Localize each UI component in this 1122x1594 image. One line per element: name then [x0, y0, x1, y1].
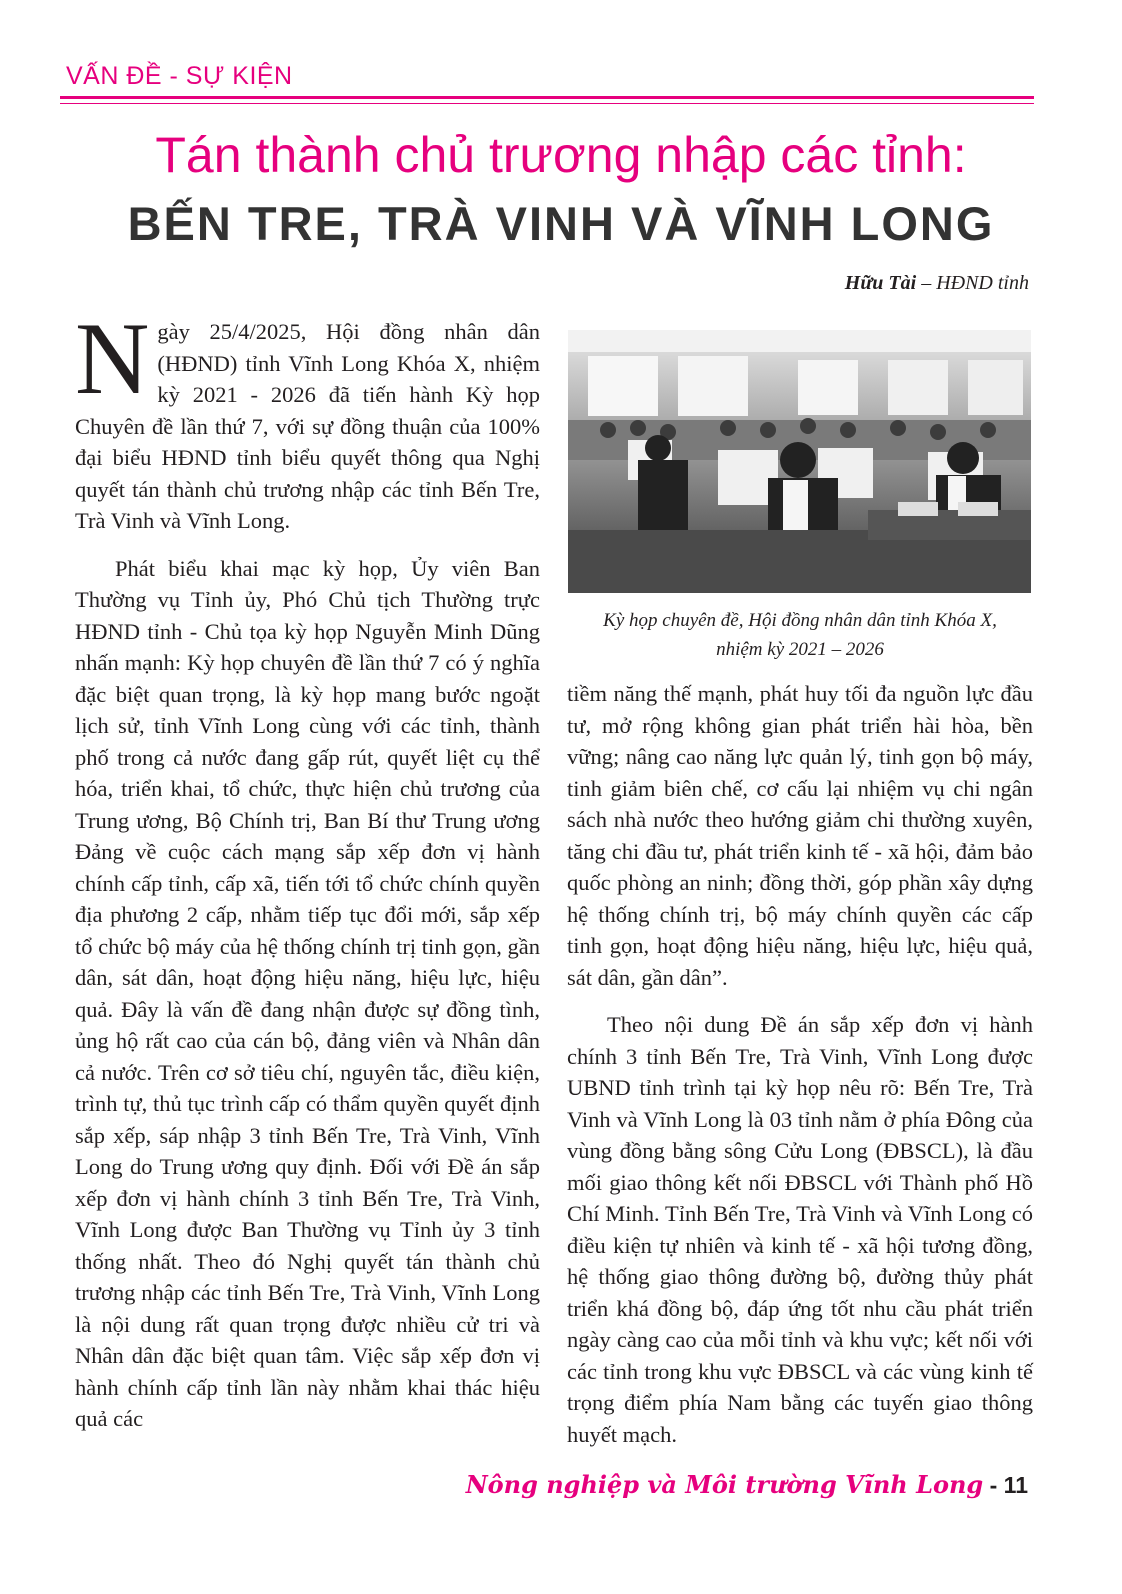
paragraph-4: Theo nội dung Đề án sắp xếp đơn vị hành chính 3 tỉnh Bến Tre, Trà Vinh, Vĩnh Long được UBND tỉnh trình tại kỳ họp nêu rõ: Bến Tre, Trà Vinh và Vĩnh Long là 03 tỉnh nằm ở phía Đông của vùng đồng bằng sông Cửu Long (ĐBSCL), là đầu mối giao thông kết nối ĐBSCL với Thành phố Hồ Chí Minh. Tỉnh Bến Tre, Trà Vinh và Vĩnh Long có điều kiện tự nhiên và kinh tế - xã hội tương đồng, hệ thống giao thông đường bộ, đường thủy phát triển khá đồng bộ, đáp ứng tốt nhu cầu phát triển ngày càng cao của mỗi tỉnh và khu vực; kết nối với các tỉnh trong khu vực ĐBSCL và các vùng kinh tế trọng điểm phía Nam bằng các tuyến giao thông huyết mạch.	[567, 1012, 1033, 1447]
magazine-name: Nông nghiệp và Môi trường Vĩnh Long	[465, 1470, 984, 1499]
photo-caption	[567, 606, 1033, 664]
caption-line-1: Kỳ họp chuyên đề, Hội đồng nhân dân tỉnh Khóa X,	[603, 610, 997, 631]
meeting-photo	[568, 330, 1031, 593]
byline	[845, 272, 1029, 295]
author-org: HĐND tỉnh	[936, 272, 1029, 294]
column-left	[75, 302, 540, 1435]
footer	[466, 1470, 1028, 1499]
article-title: Tán thành chủ trương nhập các tỉnh:	[155, 127, 967, 183]
paragraph-1-text: gày 25/4/2025, Hội đồng nhân dân (HĐND) tỉnh Vĩnh Long Khóa X, nhiệm kỳ 2021 - 2026 đã tiến hành Kỳ họp Chuyên đề lần thứ 7, với sự đồng thuận của 100% đại biểu HĐND tỉnh biểu quyết thông qua Nghị quyết tán thành chủ trương nhập các tỉnh Bến Tre, Trà Vinh và Vĩnh Long.	[75, 319, 540, 533]
section-label: VẤN ĐỀ - SỰ KIỆN	[66, 62, 293, 90]
author-name: Hữu Tài	[844, 272, 917, 294]
article-subtitle: BẾN TRE, TRÀ VINH VÀ VĨNH LONG	[127, 197, 995, 250]
page-number: 11	[1003, 1472, 1028, 1498]
paragraph-2: Phát biểu khai mạc kỳ họp, Ủy viên Ban Thường vụ Tỉnh ủy, Phó Chủ tịch Thường trực HĐND tỉnh - Chủ tọa kỳ họp Nguyễn Minh Dũng nhấn mạnh: Kỳ họp chuyên đề lần thứ 7 có ý nghĩa đặc biệt quan trọng, là kỳ họp mang bước ngoặt lịch sử, tỉnh Vĩnh Long cùng với các tỉnh, thành phố trong cả nước đang gấp rút, quyết liệt cụ thể hóa, triển khai, tổ chức, thực hiện chủ trương của Trung ương, Bộ Chính trị, Ban Bí thư Trung ương Đảng về cuộc cách mạng sắp xếp đơn vị hành chính cấp tỉnh, cấp xã, tiến tới tổ chức chính quyền địa phương 2 cấp, nhằm tiếp tục đổi mới, sắp xếp tổ chức bộ máy của hệ thống chính trị tinh gọn, gần dân, sát dân, hoạt động hiệu năng, hiệu lực, hiệu quả. Đây là vấn đề đang nhận được sự đồng tình, ủng hộ rất cao của cán bộ, đảng viên và Nhân dân cả nước. Trên cơ sở tiêu chí, nguyên tắc, điều kiện, trình tự, thủ tục trình cấp có thẩm quyền quyết định sắp xếp, sáp nhập 3 tỉnh Bến Tre, Trà Vinh, Vĩnh Long do Trung ương quy định. Đối với Đề án sắp xếp đơn vị hành chính 3 tỉnh Bến Tre, Trà Vinh, Vĩnh Long được Ban Thường vụ Tỉnh ủy 3 tỉnh thống nhất. Theo đó Nghị quyết tán thành chủ trương nhập các tỉnh Bến Tre, Trà Vinh, Vĩnh Long là nội dung rất quan trọng được nhiều cử tri và Nhân dân đặc biệt quan tâm. Việc sắp xếp đơn vị hành chính cấp tỉnh lần này nhằm khai thác hiệu quả các	[75, 555, 540, 1431]
header-rule	[60, 96, 1034, 99]
caption-line-2: nhiệm kỳ 2021 – 2026	[716, 639, 884, 660]
drop-cap: N	[75, 302, 150, 416]
byline-separator: –	[916, 272, 937, 294]
column-right	[567, 678, 1033, 1450]
paragraph-3: tiềm năng thế mạnh, phát huy tối đa nguồn lực đầu tư, mở rộng không gian phát triển hài hòa, bền vững; nâng cao năng lực quản lý, tinh gọn bộ máy, tinh giảm biên chế, cơ cấu lại nhiệm vụ chi ngân sách nhà nước theo hướng giảm chi thường xuyên, tăng chi đầu tư, phát triển kinh tế - xã hội, đảm bảo quốc phòng an ninh; đồng thời, góp phần xây dựng hệ thống chính trị, bộ máy chính quyền các cấp tinh gọn, hoạt động hiệu năng, hiệu lực, hiệu quả, sát dân, gần dân”.	[567, 681, 1033, 990]
paragraph-intro	[75, 302, 540, 537]
header-rule-thin	[60, 103, 1034, 104]
footer-separator: -	[983, 1472, 1004, 1498]
